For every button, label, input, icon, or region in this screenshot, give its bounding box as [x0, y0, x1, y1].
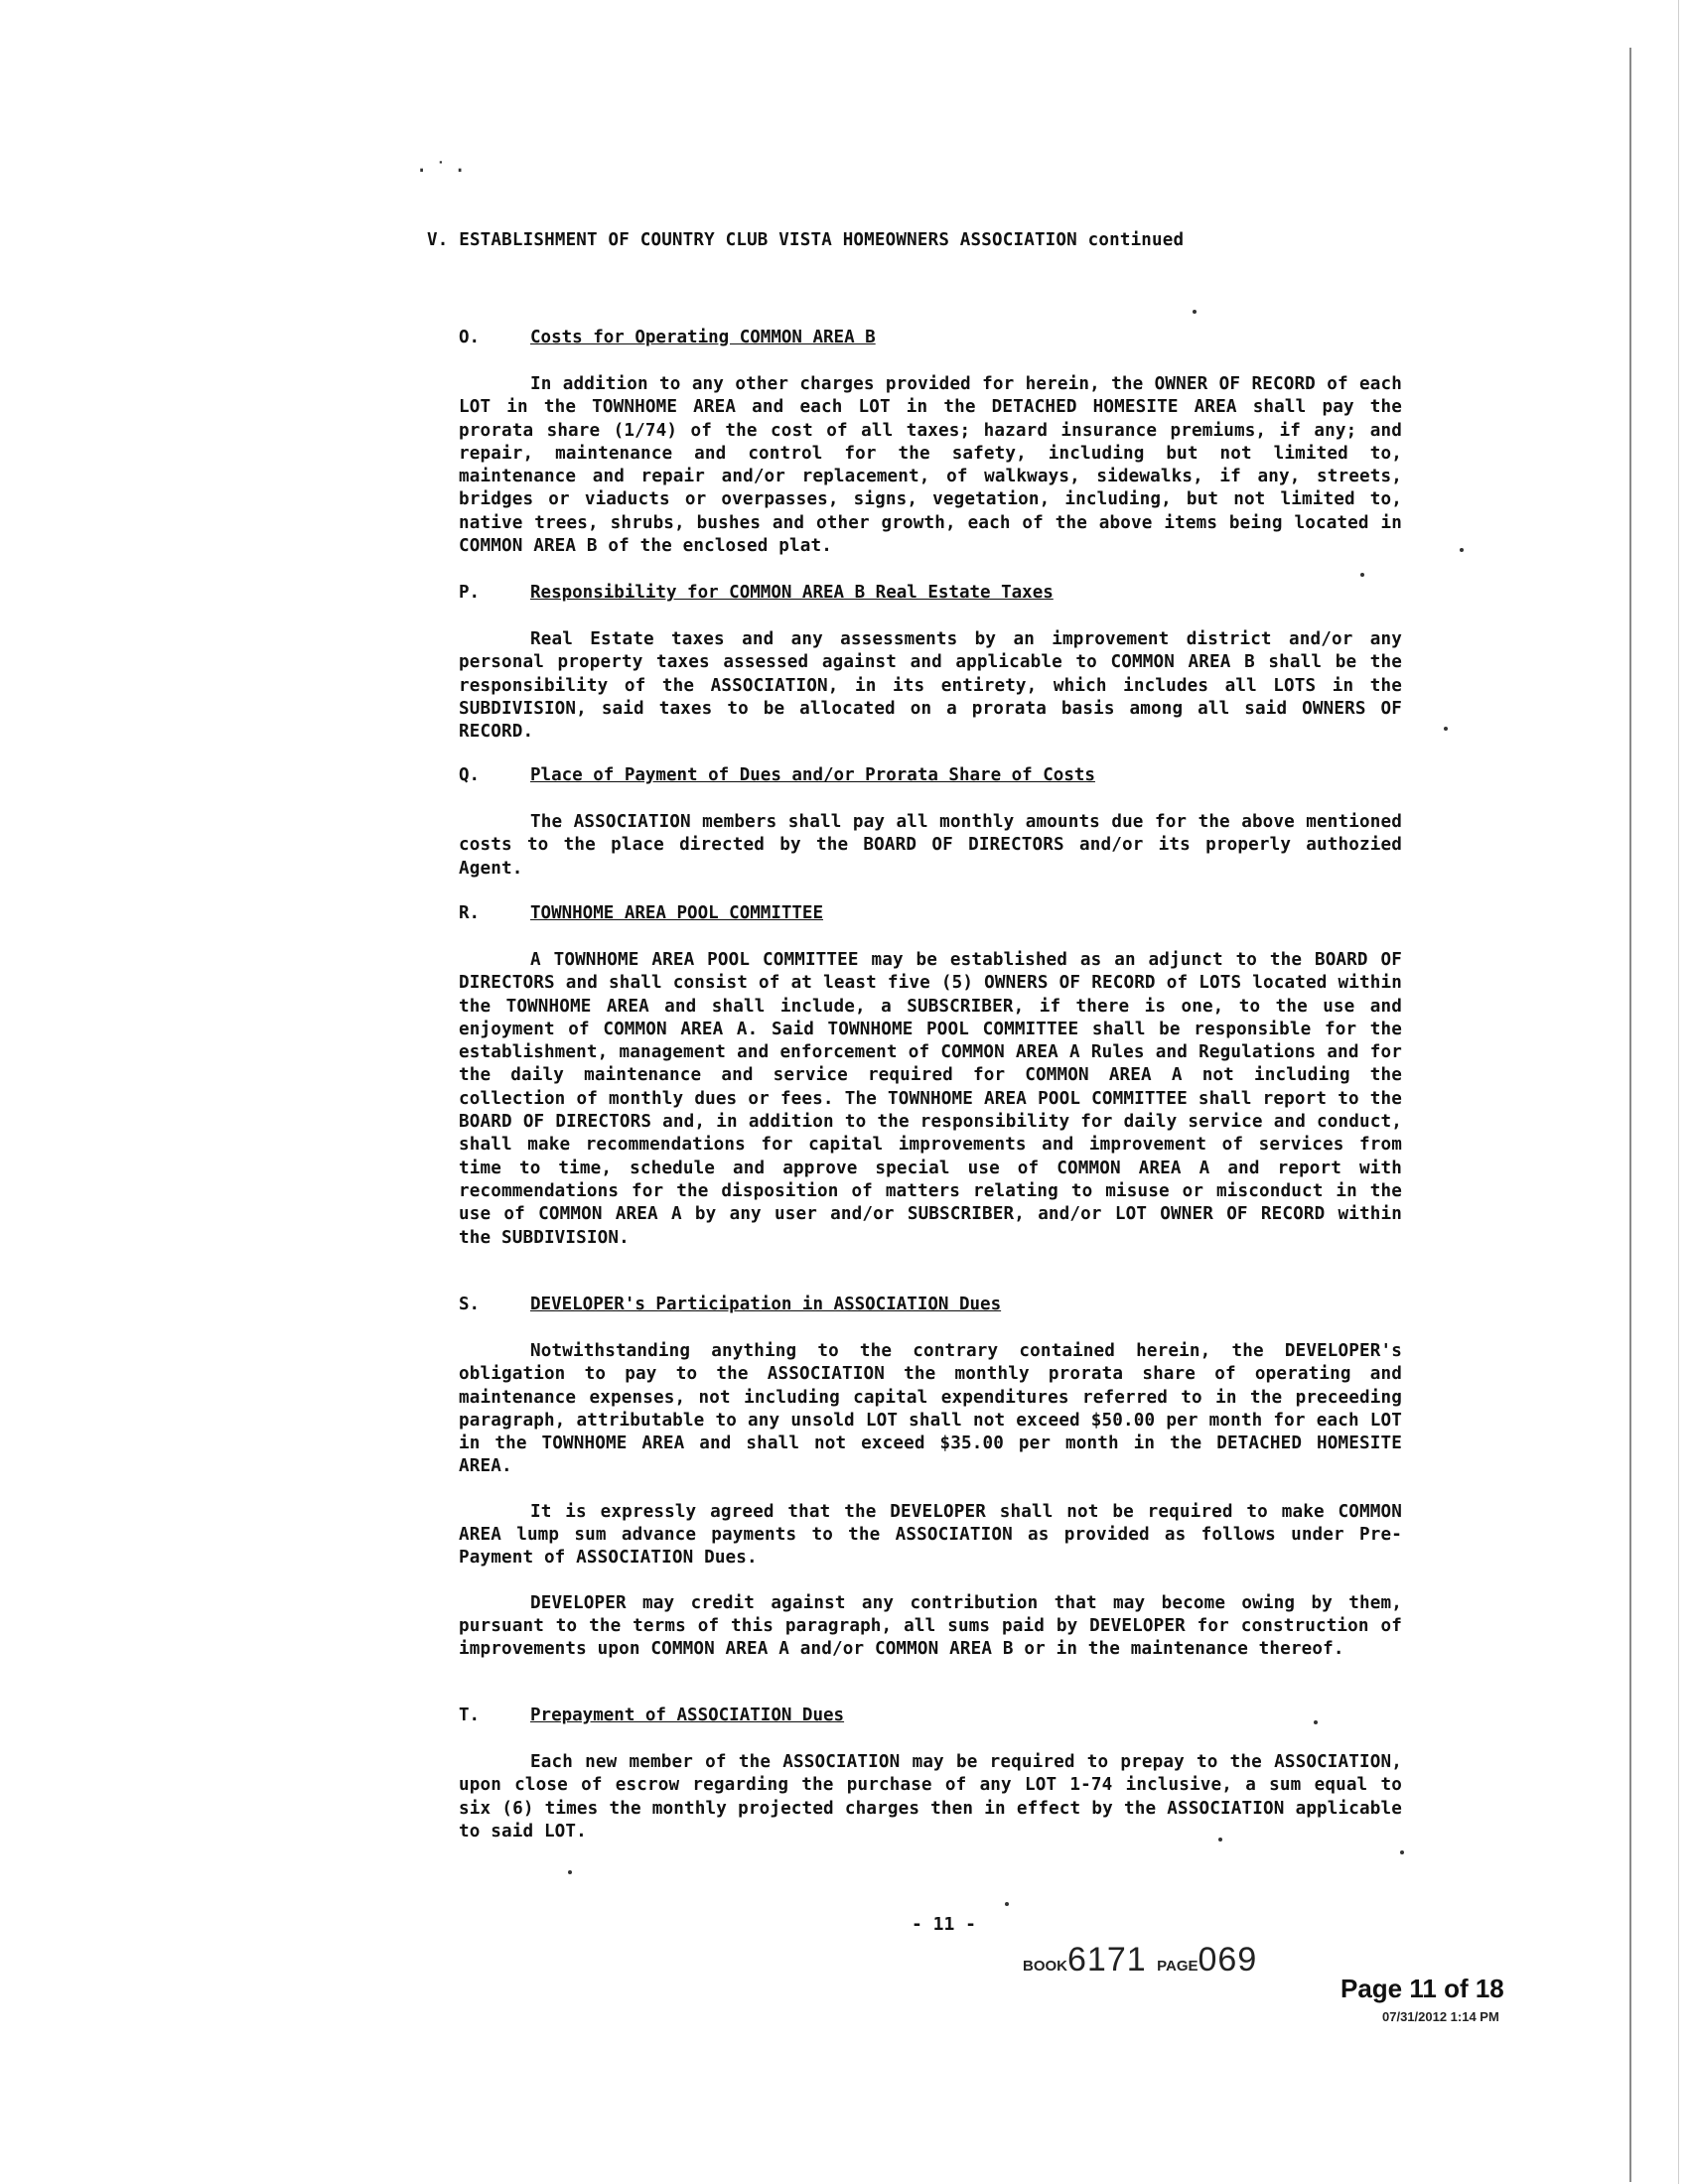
book-number: 6171 [1067, 1941, 1147, 1979]
scan-dot [1314, 1720, 1318, 1724]
section-paragraph: In addition to any other charges provided for herein, the OWNER OF RECORD of each LOT in the TOWNHOME AREA and each LOT in the DETACHED HOMESITE AREA shall pay the prorata share (1/74) of the cost of all taxes; hazard insurance premiums, if any; and repair, maintenance and control for the safety, including but not limited to, maintenance and repair and/or replacement, of walkways, sidewalks, if any, streets, bridges or viaducts or overpasses, signs, vegetation, including, but not limited to, native trees, shrubs, bushes and other growth, each of the above items being located in COMMON AREA B of the enclosed plat. [459, 374, 1402, 557]
section-t [459, 1706, 1402, 1843]
margin-rule [1629, 48, 1631, 2182]
section-letter: T. [459, 1706, 481, 1725]
scan-dot [1460, 548, 1464, 552]
section-title: Costs for Operating COMMON AREA B [530, 328, 876, 347]
page-number: - 11 - [912, 1914, 977, 1935]
section-title: TOWNHOME AREA POOL COMMITTEE [530, 903, 824, 923]
section-letter: O. [459, 328, 481, 347]
book-page: 069 [1198, 1941, 1258, 1979]
scan-dot [1444, 727, 1448, 731]
section-p [459, 583, 1402, 744]
section-paragraph: Each new member of the ASSOCIATION may be required to prepay to the ASSOCIATION, upon close of escrow regarding the purchase of any LOT 1-74 inclusive, a sum equal to six (6) times the monthly projected charges then in effect by the ASSOCIATION applicable to said LOT. [459, 1752, 1402, 1842]
section-q [459, 765, 1402, 881]
book-label: BOOK [1023, 1958, 1067, 1975]
scan-dot [1218, 1838, 1222, 1842]
section-letter: R. [459, 903, 481, 923]
scan-specks: ·˙· [415, 159, 473, 184]
section-letter: Q. [459, 765, 481, 785]
scan-dot [568, 1870, 572, 1874]
section-title: Place of Payment of Dues and/or Prorata Share of Costs [530, 765, 1095, 785]
section-title: Responsibility for COMMON AREA B Real Estate Taxes [530, 583, 1054, 603]
page-indicator: Page 11 of 18 [1340, 1974, 1504, 2003]
section-r [459, 903, 1402, 1250]
scan-dot [1193, 310, 1197, 314]
section-title: DEVELOPER's Participation in ASSOCIATION Dues [530, 1295, 1002, 1314]
margin-edge [1678, 0, 1679, 2184]
section-paragraph: Real Estate taxes and any assessments by an improvement district and/or any personal property taxes assessed against and applicable to COMMON AREA B shall be the responsibility of the ASSOCIATION, in its entirety, which includes all LOTS in the SUBDIVISION, said taxes to be allocated on a prorata basis among all said OWNERS OF RECORD. [459, 629, 1402, 743]
section-letter: S. [459, 1295, 481, 1314]
section-paragraph: A TOWNHOME AREA POOL COMMITTEE may be established as an adjunct to the BOARD OF DIRECTORS and shall consist of at least five (5) OWNERS OF RECORD of LOTS located within the TOWNHOME AREA and shall include, a SUBSCRIBER, if there is one, to the use and enjoyment of COMMON AREA A. Said TOWNHOME POOL COMMITTEE shall be responsible for the establishment, management and enforcement of COMMON AREA A Rules and Regulations and for the daily maintenance and service required for COMMON AREA A not including the collection of monthly dues or fees. The TOWNHOME AREA POOL COMMITTEE shall report to the BOARD OF DIRECTORS and, in addition to the responsibility for daily service and conduct, shall make recommendations for capital improvements and improvement of services from time to time, schedule and approve special use of COMMON AREA A and report with recommendations for the disposition of matters relating to misuse or misconduct in the use of COMMON AREA A by any user and/or SUBSCRIBER, and/or LOT OWNER OF RECORD within the SUBDIVISION. [459, 950, 1402, 1248]
timestamp: 07/31/2012 1:14 PM [1382, 2009, 1499, 2024]
section-paragraph: Notwithstanding anything to the contrary contained herein, the DEVELOPER's obligation to pay to the ASSOCIATION the monthly prorata share of operating and maintenance expenses, not including capital expenditures referred to in the preceeding paragraph, attributable to any unsold LOT shall not exceed $50.00 per month for each LOT in the TOWNHOME AREA and shall not exceed $35.00 per month in the DETACHED HOMESITE AREA. [459, 1341, 1402, 1477]
page-label: PAGE [1157, 1958, 1198, 1975]
page-header: V. ESTABLISHMENT OF COUNTRY CLUB VISTA HOMEOWNERS ASSOCIATION continued [427, 230, 1185, 250]
book-reference [1023, 1941, 1257, 1979]
section-letter: P. [459, 583, 481, 603]
section-title: Prepayment of ASSOCIATION Dues [530, 1706, 845, 1725]
scan-dot [1400, 1850, 1404, 1854]
section-paragraph: DEVELOPER may credit against any contribution that may become owing by them, pursuant to the terms of this paragraph, all sums paid by DEVELOPER for construction of improvements upon COMMON AREA A and/or COMMON AREA B or in the maintenance thereof. [459, 1592, 1402, 1660]
section-s [459, 1295, 1402, 1662]
section-o [459, 328, 1402, 558]
section-paragraph: The ASSOCIATION members shall pay all monthly amounts due for the above mentioned costs to the place directed by the BOARD OF DIRECTORS and/or its properly authozied Agent. [459, 812, 1402, 879]
section-paragraph: It is expressly agreed that the DEVELOPER shall not be required to make COMMON AREA lump sum advance payments to the ASSOCIATION as provided as follows under Pre-Payment of ASSOCIATION Dues. [459, 1501, 1402, 1569]
scan-dot [1005, 1902, 1009, 1906]
scan-dot [1360, 573, 1364, 577]
